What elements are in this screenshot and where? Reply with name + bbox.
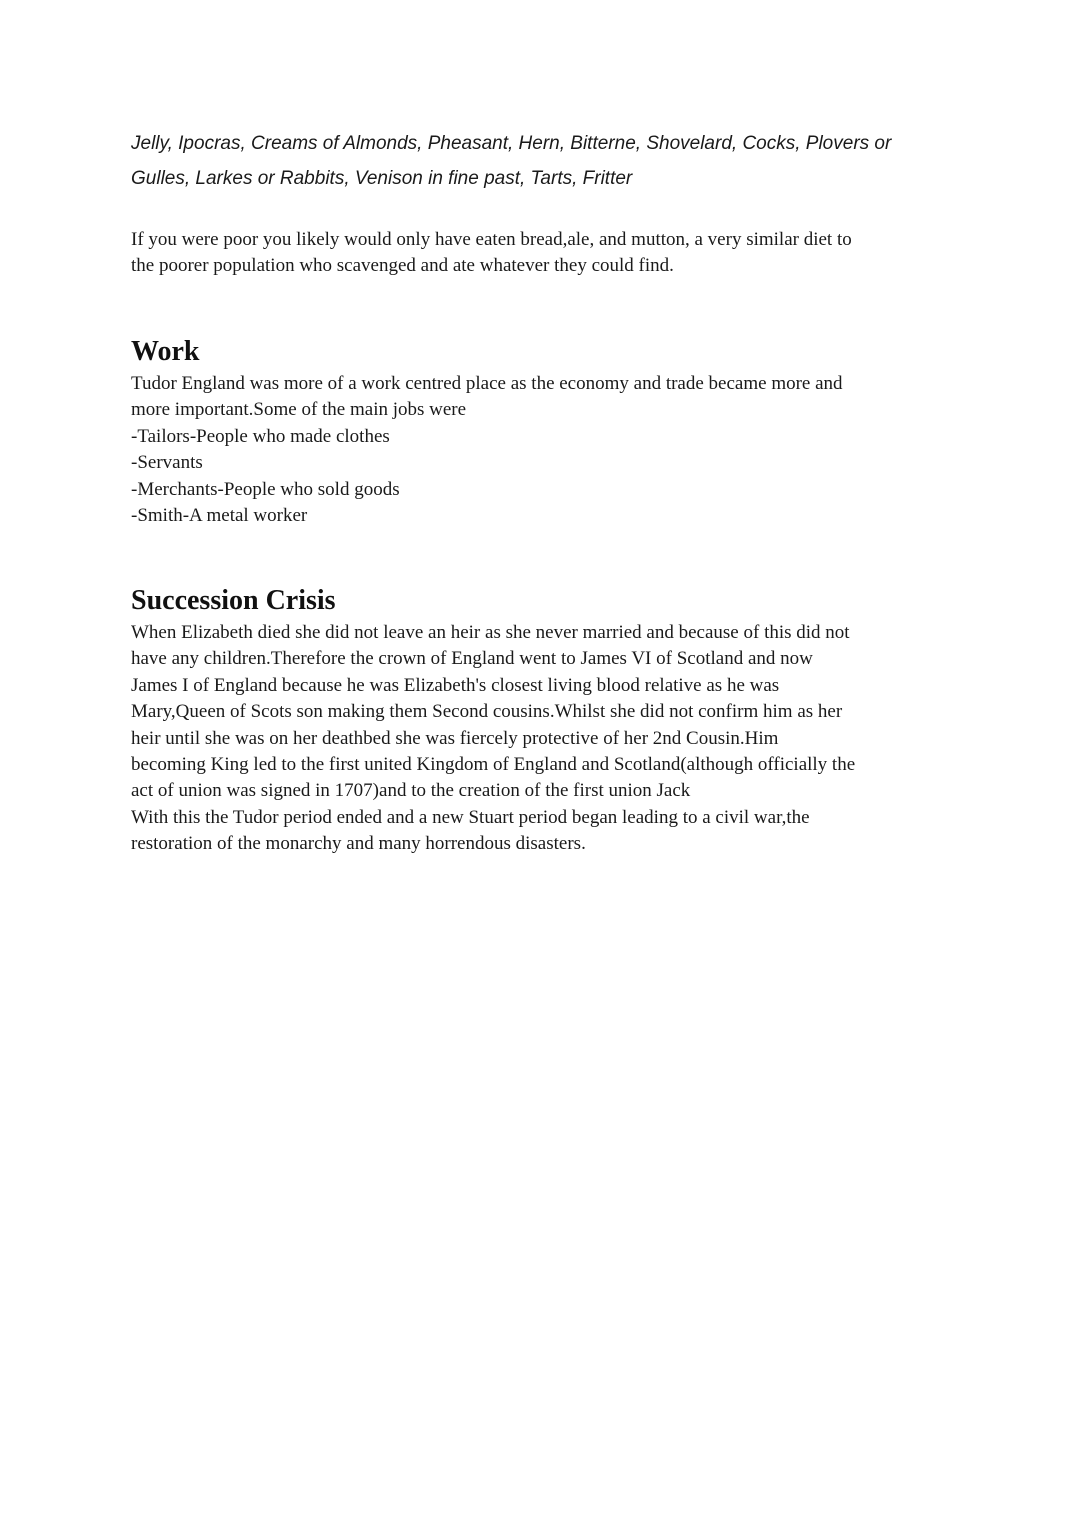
paragraph-line: have any children.Therefore the crown of England went to James VI of Scotland and now: [131, 648, 813, 670]
paragraph-line: restoration of the monarchy and many horrendous disasters.: [131, 833, 586, 855]
paragraph-line: James I of England because he was Elizabeth's closest living blood relative as he was: [131, 674, 780, 696]
job-list-item: -Tailors-People who made clothes: [131, 425, 390, 447]
work-paragraph: [131, 371, 951, 529]
job-list-item: -Smith-A metal worker: [131, 505, 308, 527]
work-heading: Work: [131, 336, 200, 367]
paragraph-line: Mary,Queen of Scots son making them Second cousins.Whilst she did not confirm him as her: [131, 701, 843, 723]
paragraph-line: heir until she was on her deathbed she was fiercely protective of her 2nd Cousin.Him: [131, 727, 779, 749]
paragraph-line: act of union was signed in 1707)and to the creation of the first union Jack: [131, 780, 691, 802]
job-list-item: -Merchants-People who sold goods: [131, 478, 400, 500]
job-list-item: -Servants: [131, 452, 203, 474]
paragraph-line: With this the Tudor period ended and a new Stuart period began leading to a civil war,the: [131, 806, 810, 828]
succession-crisis-paragraph: [131, 620, 951, 858]
paragraph-line: the poorer population who scavenged and ate whatever they could find.: [131, 255, 674, 277]
paragraph-line: When Elizabeth died she did not leave an heir as she never married and because of this did not: [131, 622, 850, 643]
paragraph-line: becoming King led to the first united Kingdom of England and Scotland(although officially the: [131, 754, 856, 776]
food-list-line: Jelly, Ipocras, Creams of Almonds, Pheasant, Hern, Bitterne, Shovelard, Cocks, Plovers or: [131, 133, 892, 154]
food-list: [131, 126, 951, 196]
food-list-line: Gulles, Larkes or Rabbits, Venison in fine past, Tarts, Fritter: [131, 168, 633, 189]
paragraph-line: If you were poor you likely would only have eaten bread,ale, and mutton, a very similar diet to: [131, 229, 852, 250]
succession-crisis-heading: Succession Crisis: [131, 585, 336, 616]
paragraph-line: more important.Some of the main jobs were: [131, 399, 467, 421]
paragraph-line: Tudor England was more of a work centred place as the economy and trade became more and: [131, 373, 843, 394]
poor-diet-paragraph: [131, 227, 951, 280]
